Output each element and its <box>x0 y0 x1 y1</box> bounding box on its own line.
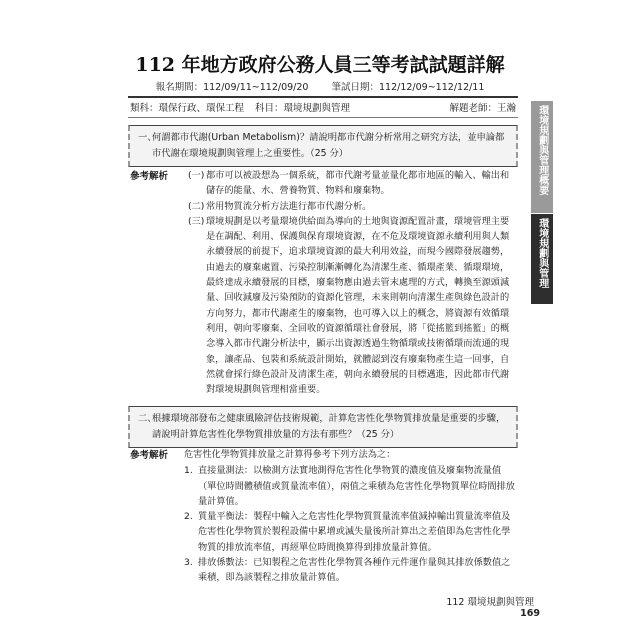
item-text: 直接量測法：以檢測方法實地測得危害性化學物質的濃度值及廢棄物流量值（單位時間體積值或質量流率值），兩值之乘積為危害性化學物質單位時間排放量計算值。 <box>198 465 515 507</box>
item-text: 都市可以被設想為一個系統，都市代謝考量並量化都市地區的輸入、輸出和儲存的能量、水、營養物質、物料和廢棄物。 <box>206 170 510 197</box>
item-marker: (三) <box>188 215 205 227</box>
item-text: 排放係數法：已知製程之危害性化學物質各種作元件運作量與其排放係數值之乘積，即為該製程之排放量計算值。 <box>198 557 511 584</box>
item-text: 質量平衡法：製程中輸入之危害性化學物質質量流率值減掉輸出質量流率值及危害性化學物質於製程設備中累增或滅失量後所計算出之差值即為危害性化學物質的排放流率值，再經單位時間換算得到排放量計算值。 <box>198 511 511 553</box>
item-marker: (一) <box>188 170 205 181</box>
side-tab-overview <box>531 101 553 213</box>
item-marker: (二) <box>188 200 205 212</box>
question-number: 一、 <box>138 132 157 143</box>
item-text: 常用物質流分析方法進行都市代謝分析。 <box>206 200 372 212</box>
item-marker: 3. <box>184 557 193 569</box>
subject-line <box>130 100 516 114</box>
footer-section: 112 環境規劃與管理 <box>446 597 534 608</box>
answer-2 <box>184 447 518 586</box>
exam-dates <box>0 79 640 93</box>
answer-item <box>184 555 518 586</box>
side-tab-label: 環境規劃與管理 <box>536 218 548 288</box>
page-footer <box>440 594 540 619</box>
reference-answer-label: 參考解析 <box>130 450 169 461</box>
answer-item <box>188 199 518 214</box>
item-marker: 2. <box>184 511 193 523</box>
side-tab-label: 環境規劃與管理概要 <box>536 105 548 195</box>
page-title: 112 年地方政府公務人員三等考試試題詳解 <box>135 54 505 76</box>
exam-subject: 科目：環境規劃與管理 <box>255 103 351 114</box>
exam-category: 類科：環保行政、環保工程 <box>130 103 245 114</box>
item-text: 環境規劃是以考量環境供給面為導向的土地與資源配置計畫，環境管理主要是在調配、利用、保護與保育環境資源，在不危及環境資源永續利用與人類永續發展的前提下，追求環境資源的最大利用效益，而現今國際發展趨勢，由過去的廢棄處置、污染控制漸漸轉化為清潔生產、循環產業、循環環境，最終達成永續發展的目標，廢棄物應由過去管末處理的方式，轉換至源頭減量、回收減廢及污染預防的資源化管理，未來則朝向清潔生產與綠色設計的方向努力，都市代謝產生的廢棄物，也可導入以上的概念，將資源有效循環利用，朝向零廢棄、全回收的資源循環社會發展，將「從搖籃到搖籃」的概念導入都市代謝分析法中，顯示出資源透過生物循環或技術循環而流通的現象，讓產品、包裝和系統設計開始，就體認到沒有廢棄物產生這一回事，自然就會採行綠色設計及清潔生產，朝向永續發展的目標邁進，因此都市代謝對環境規劃與管理相當重要。 <box>206 215 510 396</box>
answer-intro: 危害性化學物質排放量之計算得參考下列方法為之： <box>184 449 396 460</box>
answer-item <box>188 214 518 398</box>
answer-item <box>184 509 518 555</box>
author: 解題老師：王瀚 <box>449 103 516 114</box>
answer-item <box>188 168 518 199</box>
question-1-box <box>128 125 518 167</box>
answer-item <box>184 463 518 509</box>
question-text: 根據環境部發布之健康風險評估技術規範，計算危害性化學物質排放量是重要的步驟，請說明計算危害性化學物質排放量的方法有那些？（25 分） <box>152 413 506 440</box>
side-tab-current <box>531 214 553 304</box>
question-text: 何謂都市代謝(Urban Metabolism)？請說明都市代謝分析常用之研究方法，並申論都市代謝在環境規劃與管理上之重要性。（25 分） <box>152 132 505 159</box>
item-marker: 1. <box>184 465 193 477</box>
reference-answer-label: 參考解析 <box>130 171 169 182</box>
exam-date: 筆試日期：112/12/09~112/12/11 <box>331 82 485 93</box>
page-number: 169 <box>520 608 540 619</box>
question-2-box <box>128 406 518 448</box>
question-number: 二、 <box>138 413 157 424</box>
answer-1 <box>188 168 518 397</box>
registration-period: 報名期間：112/09/11~112/09/20 <box>155 82 309 93</box>
header-divider <box>128 96 518 98</box>
subject-divider <box>128 117 518 118</box>
